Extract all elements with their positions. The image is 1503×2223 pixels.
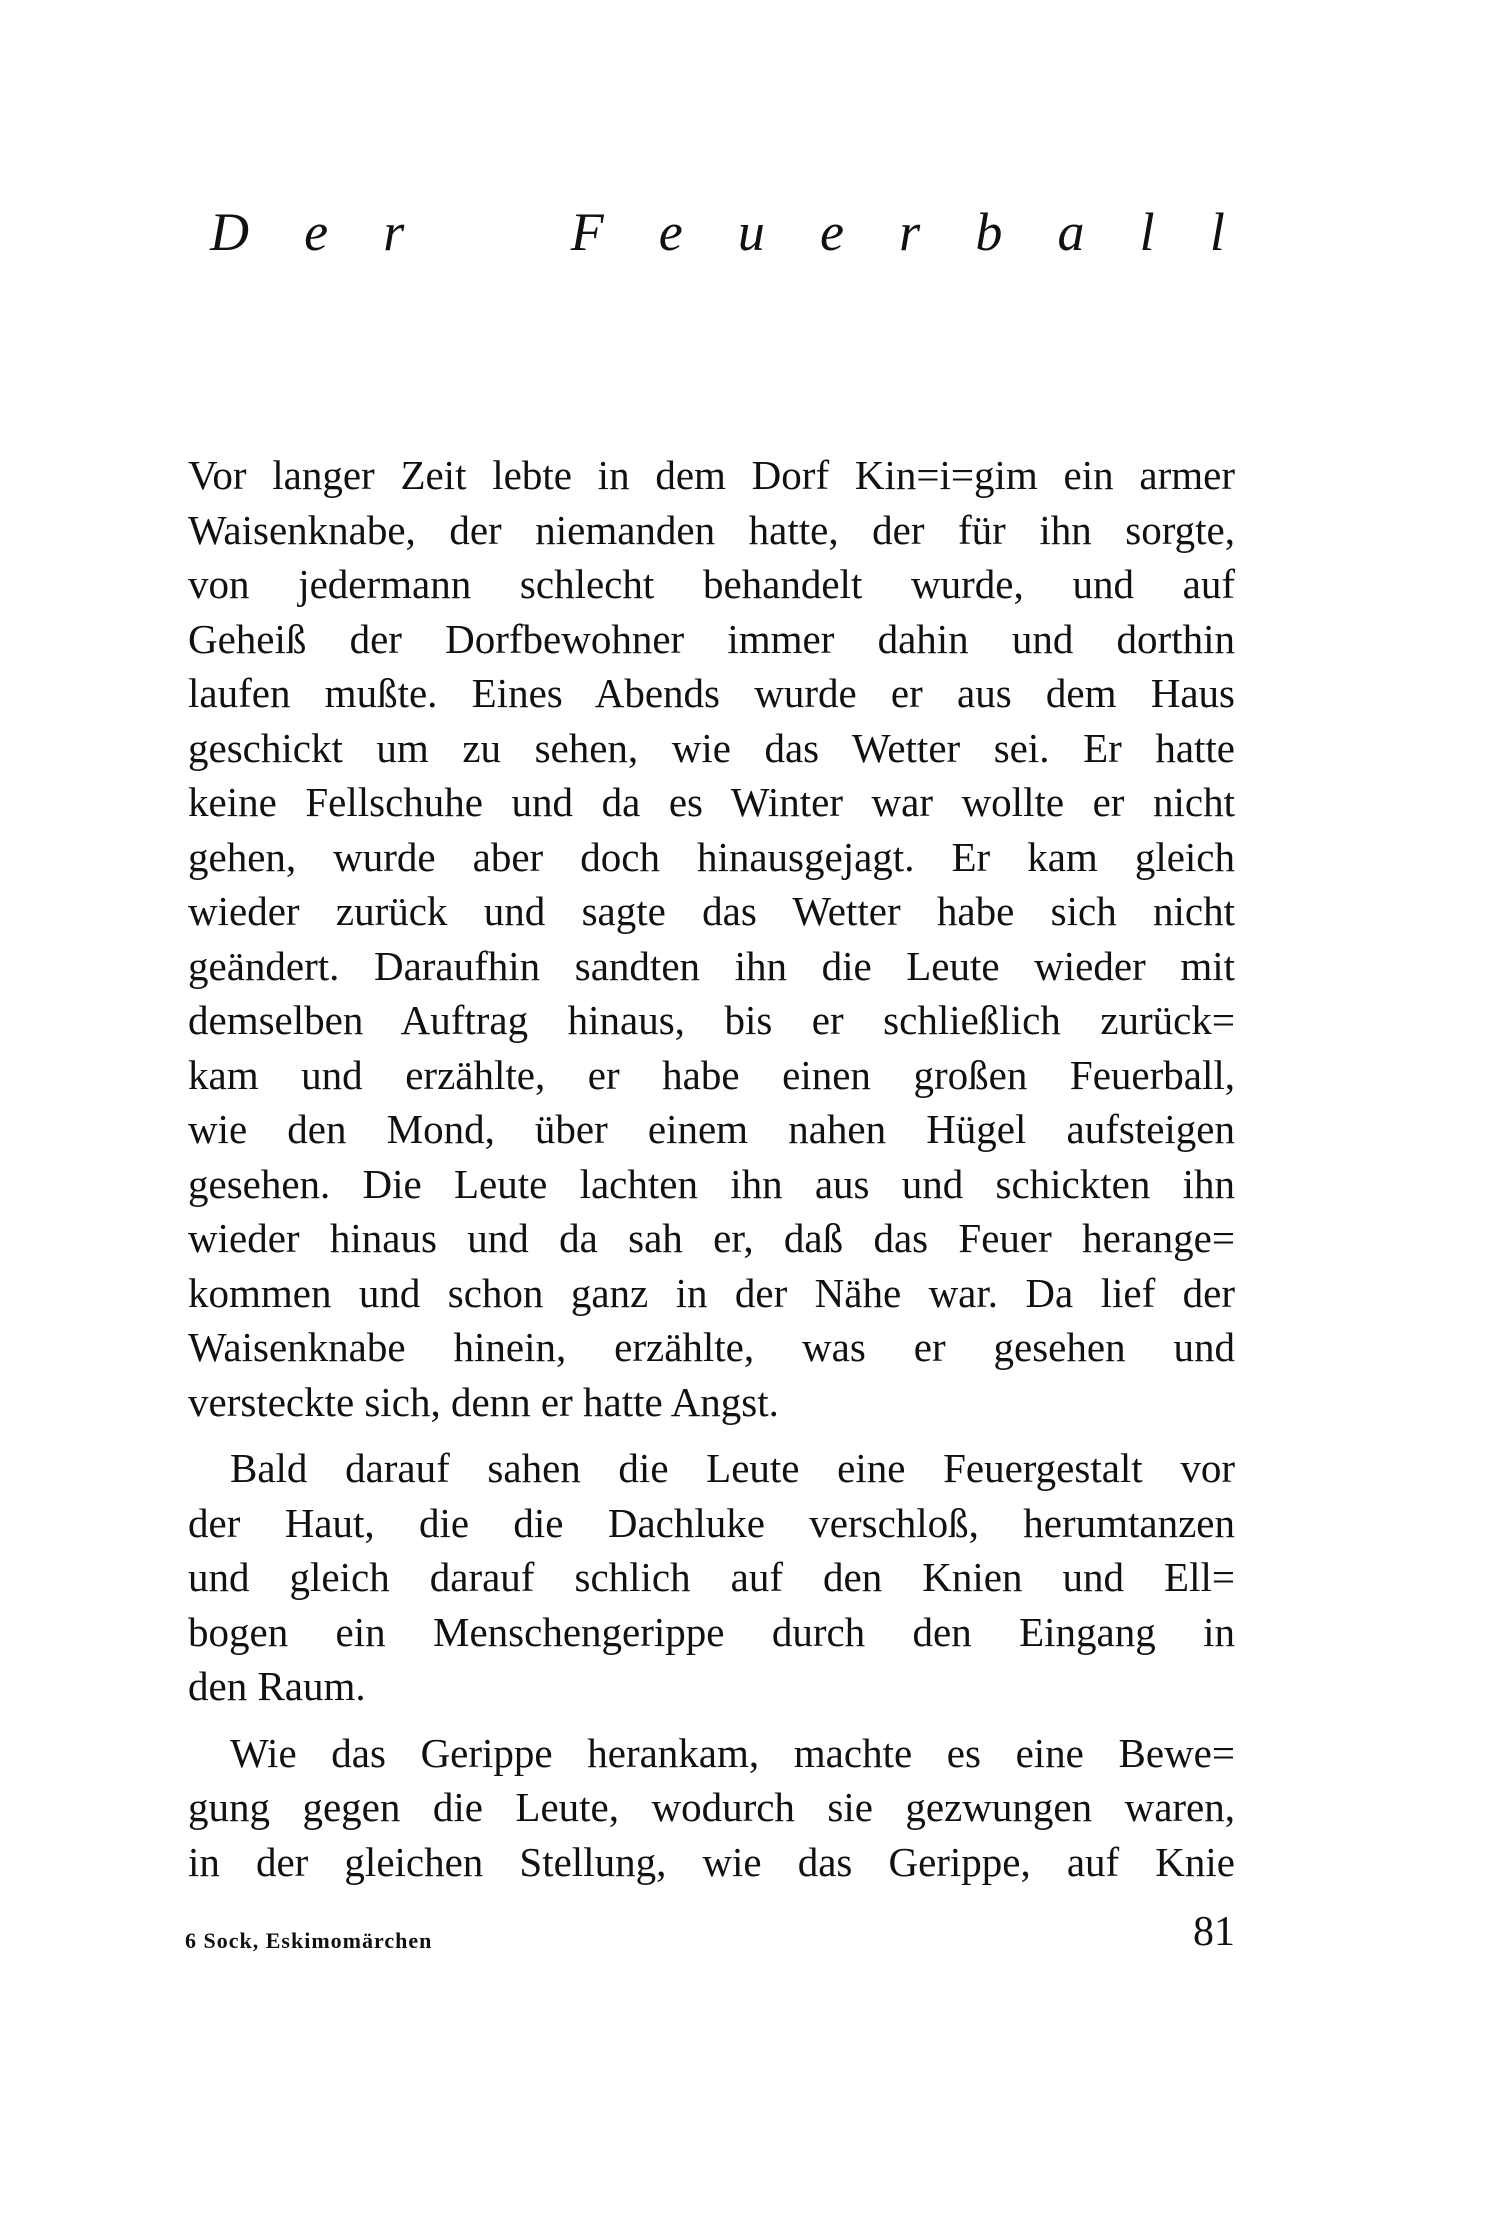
text-line: gesehen. Die Leute lachten ihn aus und schickten ihn bbox=[188, 1160, 1235, 1207]
title-letter: r bbox=[899, 202, 921, 262]
title-letter: e bbox=[820, 202, 845, 262]
story-body bbox=[188, 448, 1235, 1889]
text-line: versteckte sich, denn er hatte Angst. bbox=[188, 1378, 779, 1425]
text-line: und gleich darauf schlich auf den Knien und Ell= bbox=[188, 1554, 1235, 1600]
text-line: Vor langer Zeit lebte in dem Dorf Kin=i=gim ein armer bbox=[188, 452, 1235, 498]
text-line: den Raum. bbox=[188, 1663, 366, 1709]
title-letter: l bbox=[1139, 202, 1155, 262]
text-line: der Haut, die die Dachluke verschloß, herumtanzen bbox=[188, 1499, 1235, 1546]
page-footer bbox=[185, 1910, 1235, 1956]
title-letter: F bbox=[570, 202, 604, 262]
title-letter: u bbox=[737, 202, 765, 262]
text-line: kommen und schon ganz in der Nähe war. Da lief der bbox=[188, 1269, 1235, 1316]
title-letter: l bbox=[1209, 202, 1225, 262]
page-number: 81 bbox=[1193, 1909, 1235, 1955]
text-line: Waisenknabe hinein, erzählte, was er gesehen und bbox=[188, 1324, 1235, 1370]
text-line: kam und erzählte, er habe einen großen Feuerball, bbox=[188, 1051, 1235, 1098]
text-line: bogen ein Menschengerippe durch den Eingang in bbox=[188, 1608, 1235, 1655]
paragraph-1 bbox=[188, 448, 1235, 1429]
chapter-title bbox=[210, 202, 1225, 262]
title-letter: D bbox=[210, 202, 249, 262]
text-line: wieder hinaus und da sah er, daß das Feuer herange= bbox=[188, 1215, 1235, 1261]
text-line: wieder zurück und sagte das Wetter habe sich nicht bbox=[188, 888, 1235, 934]
title-letter: a bbox=[1057, 202, 1085, 262]
text-line: gung gegen die Leute, wodurch sie gezwungen waren, bbox=[188, 1784, 1235, 1830]
text-line: von jedermann schlecht behandelt wurde, und auf bbox=[188, 561, 1235, 607]
title-letter: e bbox=[304, 202, 329, 262]
title-letter: r bbox=[383, 202, 405, 262]
printer-signature: 6 Sock, Eskimomärchen bbox=[185, 1928, 433, 1953]
text-line: in der gleichen Stellung, wie das Gerippe, auf Knie bbox=[188, 1838, 1235, 1885]
text-line: gehen, wurde aber doch hinausgejagt. Er kam gleich bbox=[188, 833, 1235, 880]
text-line: laufen mußte. Eines Abends wurde er aus dem Haus bbox=[188, 670, 1235, 716]
text-line: Wie das Gerippe herankam, machte es eine Bewe= bbox=[230, 1729, 1235, 1776]
title-letter: b bbox=[975, 202, 1003, 262]
text-line: wie den Mond, über einem nahen Hügel aufsteigen bbox=[188, 1106, 1235, 1152]
text-line: geschickt um zu sehen, wie das Wetter sei. Er hatte bbox=[188, 724, 1235, 771]
title-word-gap bbox=[459, 205, 515, 259]
text-line: demselben Auftrag hinaus, bis er schließlich zurück= bbox=[188, 997, 1235, 1043]
paragraph-3 bbox=[188, 1726, 1235, 1890]
paragraph-2 bbox=[188, 1441, 1235, 1714]
text-line: Bald darauf sahen die Leute eine Feuergestalt vor bbox=[230, 1445, 1235, 1491]
text-line: keine Fellschuhe und da es Winter war wollte er nicht bbox=[188, 779, 1235, 825]
title-letter: e bbox=[658, 202, 683, 262]
text-line: Waisenknabe, der niemanden hatte, der für ihn sorgte, bbox=[188, 506, 1235, 553]
text-line: Geheiß der Dorfbewohner immer dahin und dorthin bbox=[188, 615, 1235, 662]
text-line: geändert. Daraufhin sandten ihn die Leute wieder mit bbox=[188, 942, 1235, 989]
